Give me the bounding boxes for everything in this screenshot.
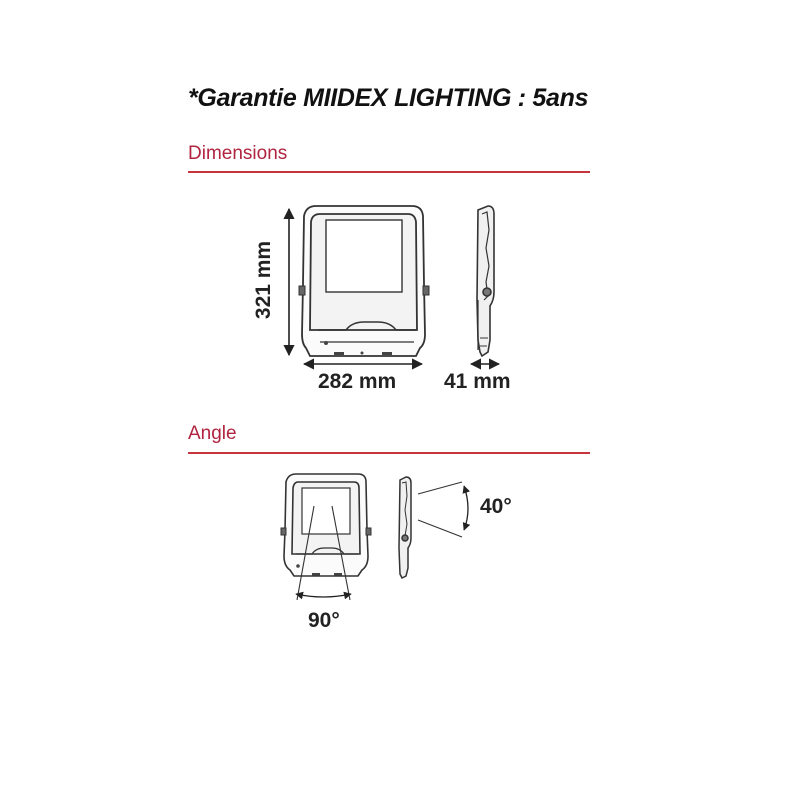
- beam-angle-label: 90°: [308, 609, 340, 632]
- tilt-line-top: [418, 482, 462, 494]
- tilt-angle-label: 40°: [480, 495, 512, 518]
- warranty-title: *Garantie MIIDEX LIGHTING : 5ans: [188, 84, 589, 112]
- floodlight-front-angle-view: [281, 474, 371, 576]
- width-dimension-label: 282 mm: [318, 370, 397, 393]
- angle-section-title: Angle: [188, 423, 237, 444]
- height-dimension-label: 321 mm: [252, 240, 275, 320]
- dimensions-section-title: Dimensions: [188, 143, 288, 164]
- beam-angle-arc: [296, 594, 351, 597]
- tilt-angle-arc: [464, 486, 468, 530]
- depth-dimension-label: 41 mm: [444, 370, 511, 393]
- floodlight-side-angle-view: [399, 477, 411, 578]
- tilt-line-bottom: [418, 520, 462, 537]
